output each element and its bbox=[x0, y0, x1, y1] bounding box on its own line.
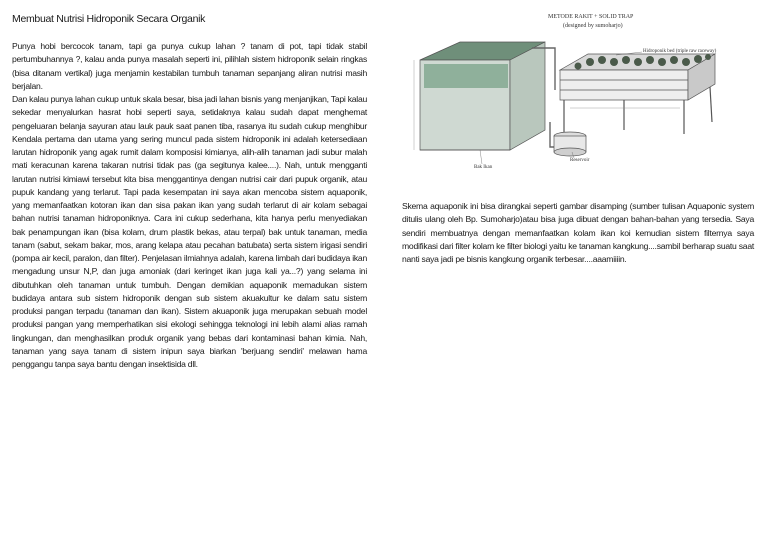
article-body bbox=[12, 40, 367, 371]
diagram-subtitle: (designed by sumoharjo) bbox=[563, 23, 623, 29]
aquaponic-diagram bbox=[410, 12, 728, 180]
fish-tank bbox=[420, 42, 545, 150]
paragraph-main: Dan kalau punya lahan cukup untuk skala besar, bisa jadi lahan bisnis yang menjanjikan, Tapi kalau sekedar menyalurkan hasrat hobi seperti saya, setidaknya kalau sudah dapat menghemat pengeluaran belanja sayuran atau lauk pauk saat panen tiba, rasanya itu sudah cukup menghibur Kendala pertama dan utama yang sering muncul pada sistem hidroponik ini adalah ketersediaan larutan hidroponik yang agak rumit dalam komposisi kimianya, alih-alih tanaman jadi subur malah mati keracunan karena takaran nutrisi tidak pas (ga segitunya kalee....). Nah, untuk mengganti larutan nutrisi kimiawi tersebut kita bisa menggantinya dengan nutrisi cair dari pupuk organik, atau pupuk kandang yang terlarut. Tapi pada kesempatan ini saya akan mencoba sistem aquaponik, yang memanfaatkan kotoran ikan dan sisa pakan ikan yang sudah terlarut di air kolam sebagai bahan nutrisi tanaman hidroponiknya. Cara ini cukup sederhana, kita hanya perlu menyediakan bak penampungan ikan (bisa kolam, drum plastik bekas, atau terpal) bak untuk tanaman, media tanam (sabut, sekam bakar, mos, arang kelapa atau pecahan batubata) serta sistem irigasi sendiri (pompa air kecil, paralon, dan filter). Penjelasan ilmiahnya adalah, karena limbah dari budidaya ikan mengadung unsur N,P, dan juga amoniak (dari keringet ikan juga kali ya...?) yang selama ini dibutuhkan oleh tanaman untuk tumbuh. Dengan demikian aquaponik memadukan sistem budidaya antara sub sistem hidroponik dengan sub sistem akuakultur ke dalam satu sistem produksi pangan terpadu (tanaman dan ikan). Sistem akuaponik juga merupakan sebuah model produksi pangan yang memperhatikan sisi ekologi sehingga teknologi ini lebih alami alias ramah lingkungan, dan menghasilkan produk organik yang bebas dari kontaminasi bahan kimia. Nah, tanaman yang saya tanam di sistem inipun saya biarkan 'berjuang sendiri' melawan hama penggangu tanpa saya bantu dengan insektisida dll. bbox=[12, 94, 367, 369]
diagram-drawing bbox=[410, 12, 728, 180]
label-hydroponic-bed: Hidroponik bed (triple raw raceway) bbox=[643, 49, 717, 54]
figure-caption: Skema aquaponik ini bisa dirangkai seperti gambar disamping (sumber tulisan Aquaponic system ditulis ulang oleh Bp. Sumoharjo)atau bisa juga dibuat dengan bahan-bahan yang tersedia. Saya sendiri membuatnya dengan memanfaatkan kolam ikan koi kemudian sistem filternya saya modifikasi dari filter kolam ke filter biologi yaitu ke tanaman kangkung....sambil berharap suatu saat nanti saya jadi pe bisnis kangkung organik terbesar....aaamiiiin. bbox=[402, 201, 754, 264]
figure-caption-block bbox=[402, 200, 754, 266]
paragraph-intro: Punya hobi bercocok tanam, tapi ga punya cukup lahan ? tanam di pot, tapi tidak stabil pertumbuhannya ?, kalau anda punya masalah seperti ini, pilihlah sistem hidroponik selain ringkas (bisa ditanam vertikal) juga menjamin kestabilan tumbuh tanaman sepanjang aliran nutrisi masih berjalan. bbox=[12, 41, 367, 91]
diagram-title: METODE RAKIT + SOLID TRAP bbox=[548, 14, 634, 20]
label-fish-tank: Bak Ikan bbox=[474, 165, 493, 170]
label-reservoir: Reservoir bbox=[570, 158, 590, 163]
document-title: Membuat Nutrisi Hidroponik Secara Organik bbox=[12, 13, 206, 25]
reservoir bbox=[554, 132, 586, 156]
